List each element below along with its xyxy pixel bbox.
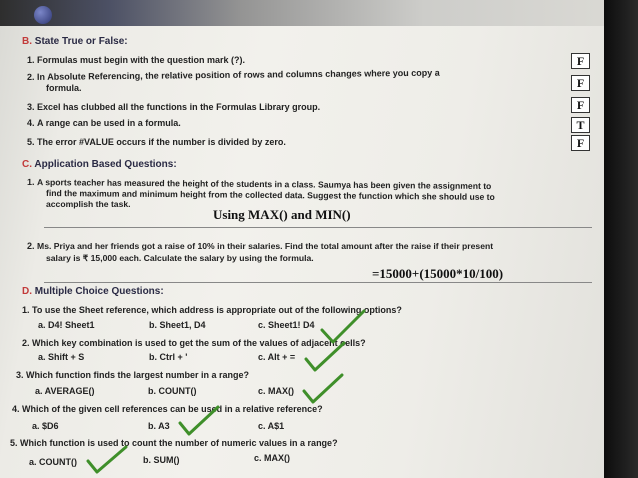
item-num: 2. (27, 241, 35, 251)
mcq-question-4 (12, 404, 323, 414)
item-num: 3. (27, 102, 35, 112)
mcq-3-option-b: b. COUNT() (148, 386, 197, 396)
app-q2-line1 (27, 241, 493, 251)
item-num: 4. (12, 404, 20, 414)
mcq-2-option-a: a. Shift + S (38, 352, 85, 362)
item-text: A range can be used in a formula. (37, 118, 181, 128)
tf-answer-box-5: F (571, 135, 590, 151)
item-bold-text: Formulas Library (216, 102, 290, 112)
mcq-4-option-a: a. $D6 (32, 421, 59, 431)
mcq-5-option-b: b. SUM() (143, 455, 180, 465)
item-num: 1. (22, 305, 30, 315)
section-title: Multiple Choice Questions: (34, 286, 164, 297)
item-text: The error #VALUE occurs if the number is divided by zero. (37, 137, 286, 147)
app-q1-line2: find the maximum and minimum height from the collected data. Suggest the function which she should use to (45, 188, 495, 202)
mcq-1-option-b: b. Sheet1, D4 (149, 320, 206, 330)
item-text: To use the Sheet reference, which address is appropriate out of the following options? (32, 305, 402, 315)
tf-item-5 (27, 137, 286, 147)
mcq-4-option-b: b. A3 (148, 421, 170, 431)
item-text: Which key combination is used to get the sum of the values of adjacent cells? (32, 338, 366, 348)
top-shadow-strip (0, 0, 604, 26)
tf-item-4 (27, 118, 181, 128)
item-num: 1. (27, 55, 35, 65)
check-mark-icon (300, 372, 346, 406)
mcq-3-option-c: c. MAX() (258, 386, 294, 396)
item-num: 1. (26, 177, 35, 188)
item-text-end: group. (289, 102, 321, 112)
handwritten-answer-q1: Using MAX() and MIN() (213, 207, 351, 222)
check-mark-icon (176, 404, 222, 438)
mcq-2-option-b: b. Ctrl + ' (149, 352, 188, 362)
mcq-question-5 (10, 438, 338, 448)
app-q2-line2: salary is ₹ 15,000 each. Calculate the salary by using the formula. (46, 253, 314, 263)
tf-answer-box-1: F (571, 53, 590, 69)
item-num: 4. (27, 118, 35, 128)
section-title: State True or False: (34, 36, 128, 47)
tf-answer-box-4: T (571, 117, 590, 133)
tf-item-1 (27, 55, 245, 65)
item-text: In Absolute Referencing, the relative position of rows and columns changes where you copy a (36, 67, 440, 82)
item-num: 3. (16, 370, 24, 380)
answer-line (44, 282, 592, 283)
tf-answer-box-3: F (571, 97, 590, 113)
tf-item-3 (27, 102, 320, 112)
tf-item-2-cont: formula. (46, 83, 82, 93)
section-letter: C. (22, 159, 32, 170)
item-text: Which of the given cell references can be used in a relative reference? (22, 404, 323, 414)
item-text: Formulas must begin with the question mark (?). (37, 55, 246, 65)
mcq-2-option-c: c. Alt + = (258, 352, 296, 362)
mcq-3-option-a: a. AVERAGE() (35, 386, 95, 396)
item-text: Ms. Priya and her friends got a raise of 10% in their salaries. Find the total amount after the raise if their present (37, 241, 494, 251)
check-mark-icon (302, 340, 348, 374)
tf-item-2 (27, 68, 440, 82)
mcq-5-option-a: a. COUNT() (29, 457, 77, 467)
mcq-1-option-c: c. Sheet1! D4 (258, 320, 315, 330)
section-title: Application Based Questions: (34, 159, 177, 170)
handwritten-answer-q2: =15000+(15000*10/100) (372, 266, 504, 281)
item-num: 2. (26, 71, 35, 82)
section-d-heading (22, 286, 164, 297)
section-letter: D. (22, 286, 32, 297)
mcq-5-option-c: c. MAX() (254, 453, 290, 463)
item-text: Which function finds the largest number in a range? (26, 370, 250, 380)
item-text: Which function is used to count the number of numeric values in a range? (20, 438, 338, 448)
section-letter: B. (22, 36, 32, 47)
item-num: 5. (27, 137, 35, 147)
mcq-1-option-a: a. D4! Sheet1 (38, 320, 95, 330)
section-b-heading (22, 36, 128, 47)
mcq-4-option-c: c. A$1 (258, 421, 285, 431)
tf-answer-box-2: F (571, 75, 590, 91)
item-text: A sports teacher has measured the height of the students in a class. Saumya has been given the assignment to (36, 177, 492, 192)
item-num: 2. (22, 338, 30, 348)
answer-line (44, 227, 592, 228)
item-text: Excel has clubbed all the functions in the (37, 102, 217, 112)
right-dark-border (604, 0, 638, 478)
mcq-question-3 (16, 370, 249, 380)
item-num: 5. (10, 438, 18, 448)
binder-hole-icon (34, 6, 52, 24)
section-c-heading (22, 159, 177, 170)
check-mark-icon (84, 444, 130, 476)
app-q1-line3: accomplish the task. (46, 199, 131, 209)
